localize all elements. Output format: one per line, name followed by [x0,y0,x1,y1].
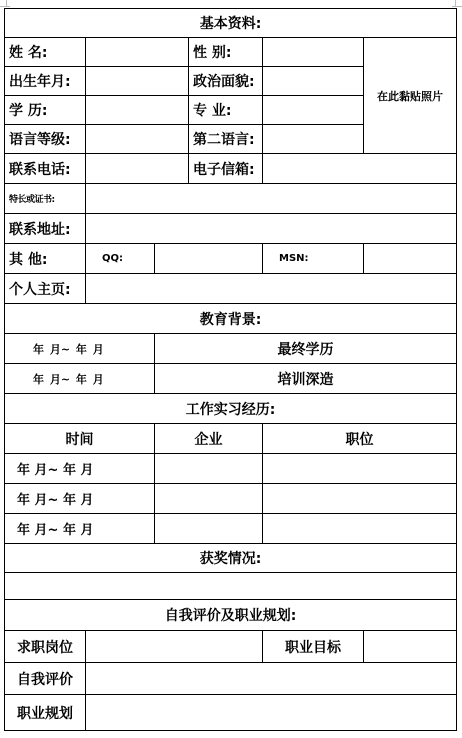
language-field[interactable] [86,125,189,154]
form-row [5,274,457,304]
crop-mark [452,6,462,7]
address-label: 联系地址: [5,214,86,244]
awards-field[interactable] [5,573,457,600]
work-company-header: 企业 [155,424,263,454]
education-date-range[interactable]: 年 月~ 年 月 [5,334,155,364]
degree-field[interactable] [86,96,189,125]
crop-mark [0,6,10,7]
phone-label: 联系电话: [5,154,86,184]
job-field[interactable] [86,631,263,663]
other-label: 其 他: [5,244,86,274]
msn-field[interactable] [364,244,457,274]
section-header-row [5,394,457,424]
self-row [5,663,457,695]
msn-label: MSN: [263,244,364,274]
homepage-label: 个人主页: [5,274,86,304]
degree-label: 学 历: [5,96,86,125]
skills-field[interactable] [86,184,457,214]
email-field[interactable] [263,154,457,184]
section-header-row [5,9,457,38]
work-company-field[interactable] [155,454,263,484]
second-language-label: 第二语言: [189,125,263,154]
work-date-range[interactable]: 年 月~ 年 月 [5,454,155,484]
section-header-row [5,304,457,334]
crop-mark [455,0,456,7]
self-row [5,695,457,731]
section-title-awards: 获奖情况: [5,544,457,573]
education-final-degree[interactable]: 最终学历 [155,334,457,364]
gender-field[interactable] [263,38,364,67]
education-row [5,364,457,394]
work-company-field[interactable] [155,514,263,544]
education-date-range[interactable]: 年 月~ 年 月 [5,364,155,394]
phone-field[interactable] [86,154,189,184]
education-row [5,334,457,364]
crop-mark [6,0,7,7]
section-title-self: 自我评价及职业规划: [5,600,457,631]
form-row [5,38,457,67]
work-position-field[interactable] [263,484,457,514]
education-training[interactable]: 培训深造 [155,364,457,394]
work-header-row [5,424,457,454]
work-row [5,484,457,514]
birth-field[interactable] [86,67,189,96]
form-row [5,154,457,184]
evaluation-field[interactable] [86,663,457,695]
politics-field[interactable] [263,67,364,96]
work-company-field[interactable] [155,484,263,514]
homepage-field[interactable] [86,274,457,304]
section-title-basic: 基本资料: [5,9,457,38]
awards-row [5,573,457,600]
work-date-range[interactable]: 年 月~ 年 月 [5,484,155,514]
plan-field[interactable] [86,695,457,731]
work-row [5,454,457,484]
form-row [5,184,457,214]
name-label: 姓 名: [5,38,86,67]
major-label: 专 业: [189,96,263,125]
work-row [5,514,457,544]
name-field[interactable] [86,38,189,67]
address-field[interactable] [86,214,457,244]
plan-label: 职业规划 [5,695,86,731]
photo-placeholder[interactable]: 在此黏贴照片 [364,38,457,154]
form-row [5,244,457,274]
politics-label: 政治面貌: [189,67,263,96]
email-label: 电子信箱: [189,154,263,184]
section-title-education: 教育背景: [5,304,457,334]
work-position-field[interactable] [263,454,457,484]
job-label: 求职岗位 [5,631,86,663]
language-label: 语言等级: [5,125,86,154]
work-position-header: 职位 [263,424,457,454]
evaluation-label: 自我评价 [5,663,86,695]
second-language-field[interactable] [263,125,364,154]
section-header-row [5,544,457,573]
section-header-row [5,600,457,631]
gender-label: 性 别: [189,38,263,67]
birth-label: 出生年月: [5,67,86,96]
goal-label: 职业目标 [263,631,364,663]
qq-field[interactable] [155,244,263,274]
form-row [5,214,457,244]
work-date-range[interactable]: 年 月~ 年 月 [5,514,155,544]
qq-label: QQ: [86,244,155,274]
work-position-field[interactable] [263,514,457,544]
major-field[interactable] [263,96,364,125]
skills-label: 特长或证书: [5,184,86,214]
work-time-header: 时间 [5,424,155,454]
section-title-work: 工作实习经历: [5,394,457,424]
resume-form-table [4,8,457,731]
goal-field[interactable] [364,631,457,663]
self-row [5,631,457,663]
